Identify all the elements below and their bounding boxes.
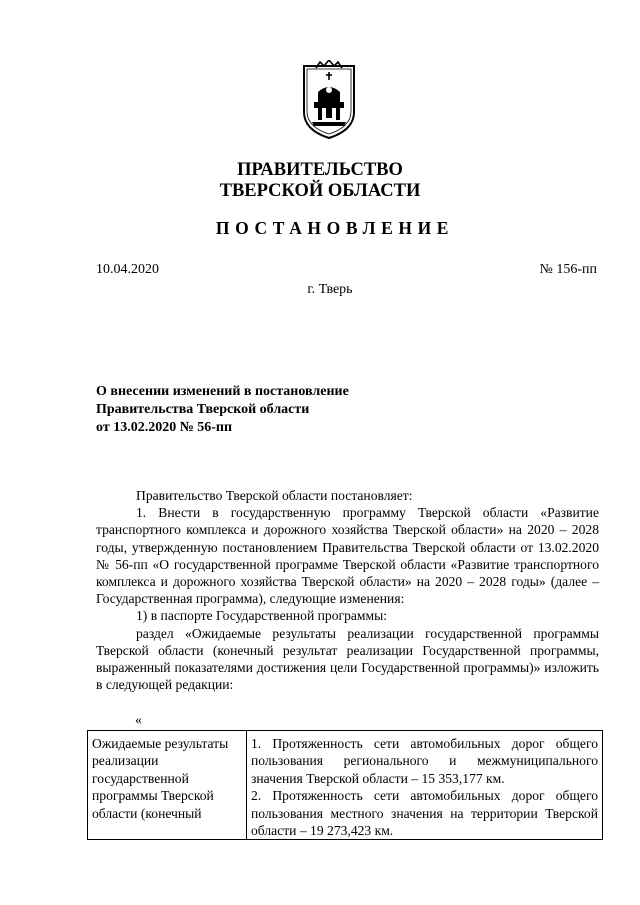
government-title-line1: ПРАВИТЕЛЬСТВО <box>237 160 403 180</box>
document-subject <box>96 383 349 437</box>
document-city: г. Тверь <box>307 282 353 297</box>
document-body <box>96 487 599 693</box>
subject-line2: Правительства Тверской области <box>96 402 310 417</box>
document-number: № 156-пп <box>539 262 597 277</box>
body-paragraph-2: 1. Внести в государственную программу Тверской области «Развитие транспортного комплекса и дорожного хозяйства Тверской области» на 2020 – 2028 годы, утвержденную постановлением Правительства Тверской области от 13.02.2020 № 56-пп «О государственной программе Тверской области «Развитие транспортного комплекса и дорожного хозяйства Тверской области» на 2020 – 2028 годы» (далее – Государственная программа), следующие изменения: <box>96 505 599 607</box>
result-item-1: 1. Протяженность сети автомобильных дорог общего пользования регионального и межмуниципального значения Тверской области – 15 353,177 км. <box>251 736 598 786</box>
body-paragraph-4: раздел «Ожидаемые результаты реализации государственной программы Тверской области (конечный результат реализации Государственной программы, выраженный показателями достижения цели Государственной программы)» изложить в следующей редакции: <box>96 625 599 693</box>
subject-line3: от 13.02.2020 № 56-пп <box>96 420 233 435</box>
expected-results-table <box>87 730 603 840</box>
document-type: ПОСТАНОВЛЕНИЕ <box>215 218 455 238</box>
subject-line1: О внесении изменений в постановление <box>96 384 349 399</box>
opening-quote: « <box>135 713 142 728</box>
body-paragraph-3: 1) в паспорте Государственной программы: <box>136 608 388 624</box>
coat-of-arms-icon <box>300 60 358 140</box>
table-row <box>88 731 603 840</box>
body-paragraph-1: Правительство Тверской области постановляет: <box>136 488 413 503</box>
document-date: 10.04.2020 <box>96 262 159 277</box>
table-cell-label: Ожидаемые результаты реализации государственной программы Тверской области (конечный <box>88 731 247 840</box>
table-cell-values <box>247 731 603 840</box>
government-title-line2: ТВЕРСКОЙ ОБЛАСТИ <box>219 181 421 201</box>
result-item-2: 2. Протяженность сети автомобильных дорог общего пользования местного значения на территории Тверской области – 19 273,423 км. <box>251 788 598 839</box>
